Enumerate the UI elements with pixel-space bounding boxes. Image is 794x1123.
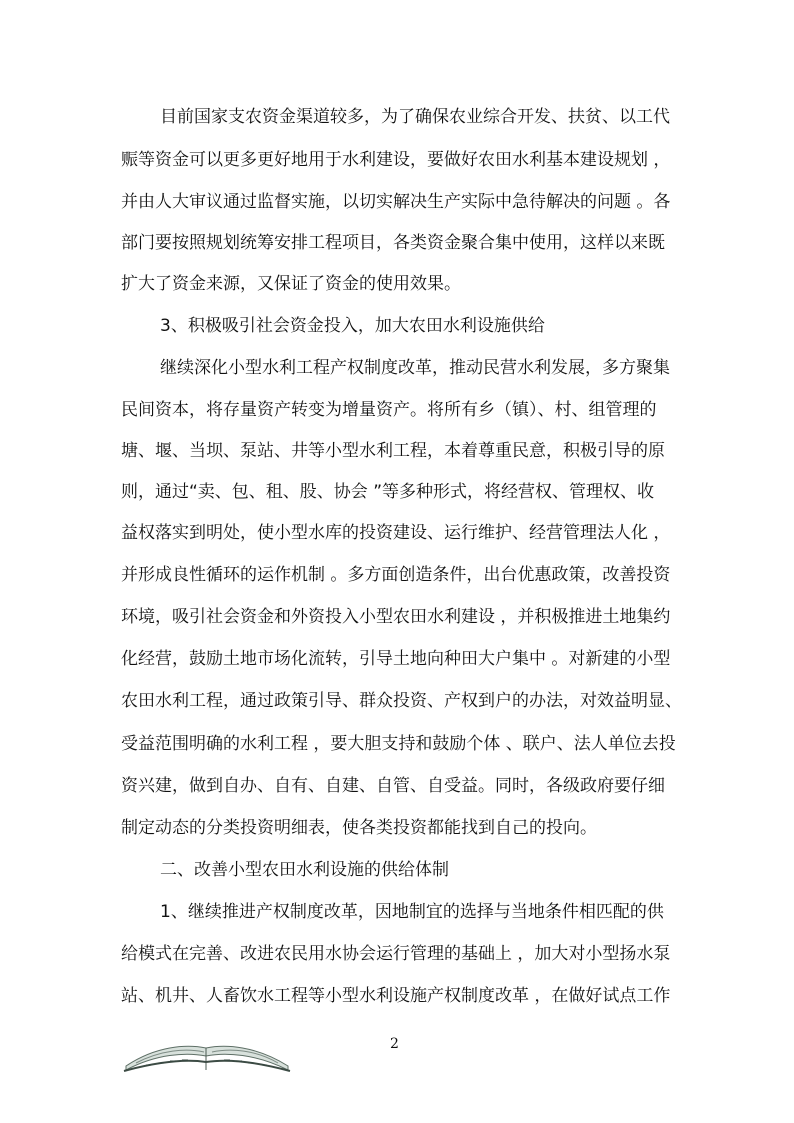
- body-line: 化经营，鼓励土地市场化流转，引导土地向种田大户集中 。对新建的小型: [121, 649, 671, 669]
- body-line: 农田水利工程，通过政策引导、群众投资、产权到户的办法，对效益明显、: [121, 691, 682, 711]
- body-line: 扩大了资金来源，又保证了资金的使用效果。: [121, 274, 461, 294]
- body-line: 益权落实到明处，使小型水库的投资建设、运行维护、经营管理法人化 ，: [121, 523, 671, 543]
- body-line: 目前国家支农资金渠道较多，为了确保农业综合开发、扶贫、以工代: [160, 107, 670, 127]
- body-line: 民间资本，将存量资产转变为增量资产。将所有乡（镇）、村、组管理的: [121, 400, 657, 420]
- body-line: 塘、堰、当坝、泵站、井等小型水利工程，本着尊重民意，积极引导的原: [121, 441, 665, 461]
- body-line: 继续深化小型水利工程产权制度改革，推动民营水利发展，多方聚集: [160, 358, 670, 378]
- body-line: 赈等资金可以更多更好地用于水利建设，要做好农田水利基本建设规划 ，: [121, 150, 671, 170]
- body-line: 环境，吸引社会资金和外资投入小型农田水利建设 ，并积极推进土地集约: [121, 607, 671, 627]
- body-line: 1、继续推进产权制度改革，因地制宜的选择与当地条件相匹配的供: [160, 902, 664, 922]
- section-heading: 3、积极吸引社会资金投入，加大农田水利设施供给: [160, 316, 545, 336]
- body-line: 给模式在完善、改进农民用水协会运行管理的基础上 ，加大对小型扬水泵: [121, 944, 671, 964]
- page-number: 2: [390, 1036, 399, 1052]
- body-line: 并形成良性循环的运作机制 。多方面创造条件，出台优惠政策，改善投资: [121, 565, 671, 585]
- body-line: 并由人大审议通过监督实施，以切实解决生产实际中急待解决的问题 。各: [121, 192, 671, 212]
- body-line: 受益范围明确的水利工程 ，要大胆支持和鼓励个体 、联户、法人单位去投: [121, 734, 676, 754]
- body-line: 制定动态的分类投资明细表，使各类投资都能找到自己的投向。: [121, 818, 597, 838]
- body-line: 则，通过“卖、包、租、股、协会 ”等多种形式，将经营权、管理权、收: [121, 482, 655, 502]
- body-line: 部门要按照规划统筹安排工程项目，各类资金聚合集中使用，这样以来既: [121, 233, 665, 253]
- body-line: 站、机井、人畜饮水工程等小型水利设施产权制度改革 ，在做好试点工作: [121, 986, 671, 1006]
- body-line: 资兴建，做到自办、自有、自建、自管、自受益。同时，各级政府要仔细: [121, 776, 665, 796]
- section-heading: 二、改善小型农田水利设施的供给体制: [160, 860, 449, 880]
- open-book-icon: [116, 1026, 298, 1074]
